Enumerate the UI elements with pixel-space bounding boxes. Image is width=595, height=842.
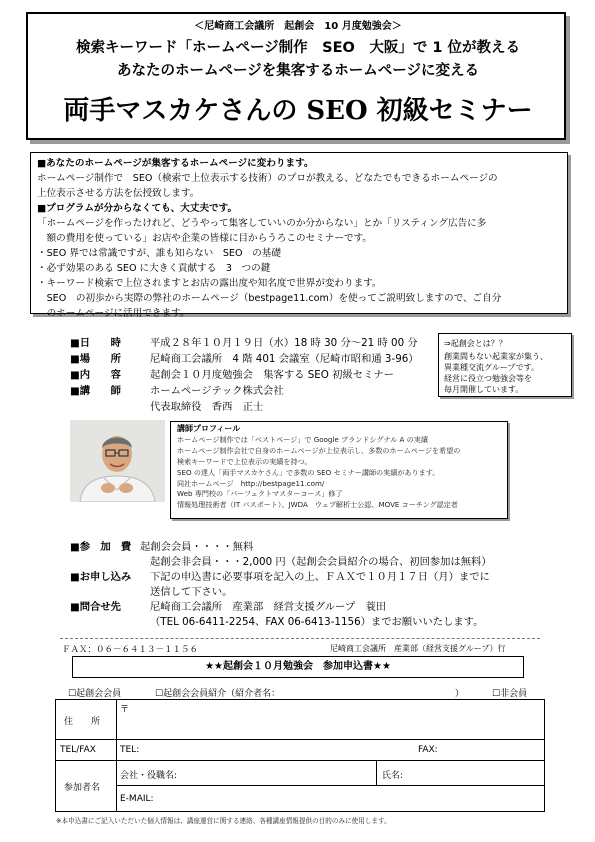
profile-line: 検索キーワードで上位表示の実績を持つ。 [177, 456, 312, 466]
fee-label: ■参 加 費 [70, 541, 132, 553]
form-col-divider [116, 700, 117, 811]
lecturer-company: ホームページテック株式会社 [150, 385, 284, 397]
address-field[interactable] [120, 702, 540, 737]
callout-line: 毎月開催しています。 [444, 385, 524, 394]
address-label: 住 所 [64, 717, 101, 727]
header-line-2: あなたのホームページを集客するホームページに変える [117, 63, 479, 79]
intro-close-paren: ） [455, 689, 465, 699]
contact-line-2: （TEL 06-6411-2254、FAX 06-6413-1156）までお願いいたします。 [150, 616, 484, 628]
form-row-divider [56, 760, 544, 761]
header-frame [26, 12, 566, 140]
fax-number: ＦＡＸ：０６－６４１３－１１５６ [62, 645, 199, 655]
intro-line: ・SEO 界では常識ですが、誰も知らない SEO の基礎 [37, 248, 281, 259]
intro-line: ・必ず効果のある SEO に大きく貢献する 3 つの鍵 [37, 263, 271, 274]
intro-line: ・キーワード検索で上位されますとお店の露出度や知名度で世界が変わります。 [37, 278, 382, 289]
participant-label: 参加者名 [64, 783, 101, 793]
form-row-divider [116, 785, 544, 786]
contact-line-1: 尼崎商工会議所 産業部 経営支援グループ 蓑田 [150, 601, 387, 613]
date-value: 平成２８年１０月１９日（水）18 時 30 分～21 時 00 分 [150, 337, 418, 349]
place-label: ■場 所 [70, 353, 121, 365]
apply-label: ■お申し込み [70, 571, 132, 583]
seminar-title: 両手マスカケさんの SEO 初級セミナー [63, 96, 533, 126]
fax-field-label[interactable]: FAX: [418, 745, 438, 755]
profile-title: 講師プロフィール [177, 424, 241, 433]
profile-line: ホームページ制作会社で自身のホームページが上位表示し、多数のホームページを希望の [177, 445, 461, 455]
form-title: ★★起創会１０月勉強会 参加申込書★★ [72, 656, 524, 678]
profile-line: 情報処理技術者（IT パスポート）、JWDA ウェブ解析士公認、MOVE コーチング認定者 [177, 500, 458, 510]
profile-line: Web 専門校の「パーフェクトマスターコース」修了 [177, 489, 343, 499]
header-subtitle: ＜尼崎商工会議所 起創会 10 月度勉強会＞ [194, 21, 402, 32]
lecturer-name: 代表取締役 香西 正士 [150, 401, 264, 413]
profile-line: ホームページ制作では「ベストページ」で Google ブランドシグナル A の実績 [177, 434, 428, 444]
lecturer-profile-box [170, 421, 508, 519]
fax-recipient: 尼崎商工会議所 産業部（経営支援グループ）行 [330, 644, 506, 653]
telfax-label: TEL/FAX [60, 745, 96, 755]
nonmember-checkbox[interactable]: ☐非会員 [492, 689, 528, 699]
intro-line: ■あなたのホームページが集客するホームページに変わります。 [37, 158, 314, 169]
fee-member: 起創会会員・・・・無料 [140, 541, 254, 553]
fee-nonmember: 起創会非会員・・・2,000 円（起創会会員紹介の場合、初回参加は無料） [150, 556, 492, 568]
content-label: ■内 容 [70, 369, 121, 381]
callout-line: 経営に役立つ勉強会等を [444, 374, 532, 383]
tel-field-label[interactable]: TEL: [120, 745, 140, 755]
intro-box [30, 152, 568, 319]
email-field-label[interactable]: E-MAIL: [120, 794, 154, 804]
intro-line: 上位表示させる方法を伝授致します。 [37, 188, 200, 199]
callout-line: 異業種交流グループです。 [444, 363, 539, 372]
intro-line: ホームページ制作で SEO（検索で上位表示する技術）のプロが教える、どなたでもできるホームページの [37, 173, 498, 184]
kisokai-callout [438, 333, 572, 397]
header-line-1: 検索キーワード「ホームページ制作 SEO 大阪」で 1 位が教える [75, 40, 521, 56]
apply-line-1: 下記の申込書に必要事項を記入の上、ＦＡＸで１０月１７日（月）までに [150, 571, 490, 583]
fax-divider [60, 638, 540, 639]
callout-line: ⇒起創会とは？？ [444, 339, 507, 348]
member-checkbox[interactable]: ☐起創会会員 [68, 689, 122, 699]
intro-line: ■プログラムが分からなくても、大丈夫です。 [37, 203, 238, 214]
member-intro-checkbox[interactable]: ☐起創会会員紹介（紹介者名： [155, 689, 281, 699]
date-label: ■日 時 [70, 337, 121, 349]
intro-line: 額の費用を使っている」お店や企業の皆様に目からうろこのセミナーです。 [37, 233, 373, 244]
content-value: 起創会１０月度勉強会 集客する SEO 初級セミナー [150, 369, 394, 381]
callout-line: 創業間もない起業家が集う、 [444, 352, 548, 361]
place-value: 尼崎商工会議所 4 階 401 会議室（尼崎市昭和通 3-96） [150, 353, 419, 365]
apply-line-2: 送信して下さい。 [150, 586, 233, 598]
lecturer-label: ■講 師 [70, 385, 121, 397]
intro-line: 「ホームページを作ったけれど、どうやって集客していいのか分からない」とか「リスティング広告に多 [37, 218, 487, 229]
application-form-table [55, 699, 545, 812]
form-row-divider [56, 739, 544, 740]
privacy-footnote: ※本申込書にご記入いただいた個人情報は、講座運営に関する連絡、各種講座情報提供の目的のみに使用します。 [56, 817, 391, 825]
profile-line: 同社ホームページ http://bestpage11.com/ [177, 478, 325, 488]
name-field-label[interactable]: 氏名: [382, 771, 404, 781]
contact-label: ■問合せ先 [70, 601, 121, 613]
header-box [26, 12, 568, 142]
profile-line: SEO の達人「両手マスカケさん」で多数の SEO セミナー講師の実績があります。 [177, 467, 440, 477]
intro-line: SEO の初歩から実際の弊社のホームページ（bestpage11.com）を使ってご説明致しますので、ご自分 [37, 293, 502, 304]
lecturer-photo [70, 420, 165, 502]
company-field-label[interactable]: 会社・役職名: [120, 771, 178, 781]
postal-mark: 〒 [120, 705, 130, 715]
form-col-divider [376, 760, 377, 785]
lecturer-portrait-icon [70, 420, 165, 502]
intro-line: のホームページに活用できます。 [37, 308, 190, 319]
